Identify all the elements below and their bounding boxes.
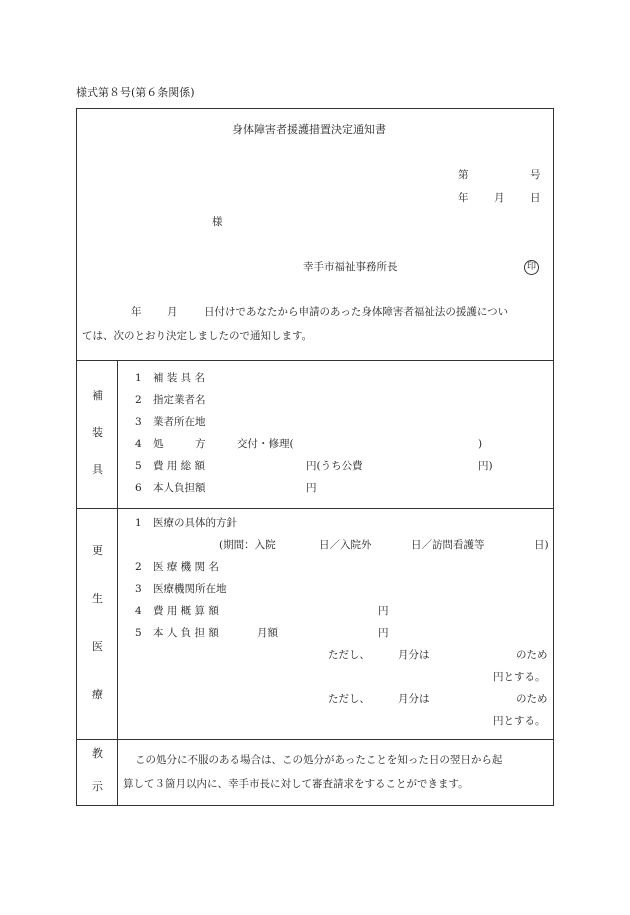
form-frame — [76, 108, 554, 806]
period-day-1: 日／入院外 — [319, 539, 372, 551]
section-label-notice-2: 示 — [92, 780, 103, 793]
section-label-medical-3: 医 — [92, 640, 103, 653]
date-month: 月 — [494, 192, 505, 204]
section-label-medical-4: 療 — [92, 688, 103, 701]
label-column-line — [117, 360, 118, 806]
notice-line-2: 算して３箇月以内に、幸手市長に対して審査請求をすることができます。 — [123, 778, 469, 790]
medical-item-1-num: 1 — [135, 517, 142, 529]
section-label-notice-1: 教 — [92, 747, 103, 760]
prosthetic-item-4-close: ) — [478, 438, 483, 450]
proviso-2-mid: 月分は — [398, 693, 430, 705]
form-label: 様式第８号(第６条関係) — [76, 86, 195, 99]
section-label-prosthetic-3: 具 — [92, 463, 103, 476]
intro-line-1: 日付けであなたから申請のあった身体障害者福祉法の援護につい — [204, 306, 509, 318]
section-label-medical-1: 更 — [92, 544, 103, 557]
medical-item-5-label: 本 人 負 担 額 — [153, 627, 219, 639]
medical-item-5-value: 円 — [378, 627, 389, 639]
notice-line-1: この処分に不服のある場合は、この処分があったことを知った日の翌日から起 — [135, 754, 503, 766]
medical-item-5-sub: 月額 — [257, 627, 278, 639]
proviso-2-tail: のため — [516, 693, 548, 705]
prosthetic-item-5-value: 円(うち公費 — [306, 460, 363, 472]
prosthetic-item-2-num: 2 — [135, 394, 142, 406]
period-open: (期間：入院 — [219, 539, 276, 551]
proviso-1-mid: 月分は — [398, 649, 430, 661]
divider-header — [76, 360, 554, 361]
proviso-1-lead: ただし、 — [328, 649, 370, 661]
section-label-prosthetic-2: 装 — [92, 426, 103, 439]
seal-mark: 印 — [524, 260, 539, 275]
divider-medical — [76, 739, 554, 740]
intro-line-2: ては、次のとおり決定しましたので通知します。 — [82, 330, 313, 342]
period-day-2: 日／訪問看護等 — [411, 539, 485, 551]
prosthetic-item-3-num: 3 — [135, 416, 142, 428]
prosthetic-item-5-close: 円) — [478, 460, 493, 472]
number-prefix: 第 — [458, 169, 469, 181]
prosthetic-item-5-label: 費 用 総 額 — [153, 460, 206, 472]
prosthetic-item-2-label: 指定業者名 — [153, 394, 206, 406]
number-suffix: 号 — [530, 169, 541, 181]
medical-item-4-num: 4 — [135, 605, 142, 617]
section-label-prosthetic-1: 補 — [92, 389, 103, 402]
date-year: 年 — [458, 192, 469, 204]
section-label-medical-2: 生 — [92, 592, 103, 605]
medical-item-3-label: 医療機関所在地 — [153, 583, 227, 595]
date-day: 日 — [530, 192, 541, 204]
prosthetic-item-1-label: 補 装 具 名 — [153, 372, 206, 384]
divider-prosthetic — [76, 508, 554, 509]
period-close: 日) — [534, 539, 549, 551]
prosthetic-item-6-value: 円 — [306, 482, 317, 494]
prosthetic-item-6-label: 本人負担額 — [153, 482, 206, 494]
prosthetic-item-6-num: 6 — [135, 482, 142, 494]
prosthetic-item-4-num: 4 — [135, 438, 142, 450]
medical-item-4-label: 費 用 概 算 額 — [153, 605, 219, 617]
issuer-name: 幸手市福祉事務所長 — [303, 261, 398, 273]
intro-month: 月 — [167, 306, 178, 318]
proviso-1-end: 円とする。 — [493, 671, 546, 683]
medical-item-5-num: 5 — [135, 627, 142, 639]
proviso-1-tail: のため — [516, 649, 548, 661]
addressee-suffix: 様 — [212, 216, 223, 228]
intro-year: 年 — [131, 306, 142, 318]
medical-item-1-label: 医療の具体的方針 — [153, 517, 237, 529]
prosthetic-item-4-value: 交付・修理( — [237, 438, 294, 450]
medical-item-4-value: 円 — [378, 605, 389, 617]
prosthetic-item-5-num: 5 — [135, 460, 142, 472]
prosthetic-item-3-label: 業者所在地 — [153, 416, 206, 428]
medical-item-3-num: 3 — [135, 583, 142, 595]
document-title: 身体障害者援護措置決定通知書 — [232, 123, 386, 136]
proviso-2-end: 円とする。 — [493, 715, 546, 727]
medical-item-2-num: 2 — [135, 561, 142, 573]
proviso-2-lead: ただし、 — [328, 693, 370, 705]
prosthetic-item-4-label: 処 方 — [153, 438, 206, 450]
medical-item-2-label: 医 療 機 関 名 — [153, 561, 219, 573]
prosthetic-item-1-num: 1 — [135, 372, 142, 384]
